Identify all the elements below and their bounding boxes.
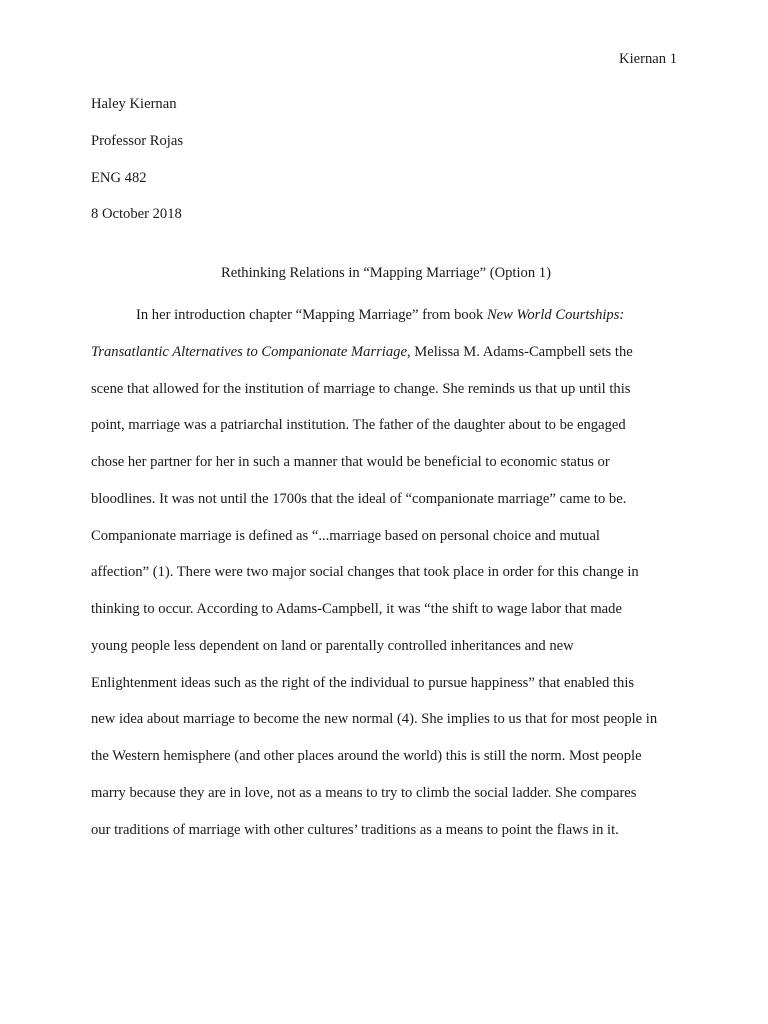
body-line: marry because they are in love, not as a means to try to climb the social ladder. She compares — [91, 784, 637, 801]
paper-date: 8 October 2018 — [91, 206, 182, 223]
body-line — [91, 342, 691, 379]
body-line — [91, 305, 691, 342]
body-line: point, marriage was a patriarchal institution. The father of the daughter about to be engaged — [91, 417, 626, 434]
author-name: Haley Kiernan — [91, 96, 177, 112]
body-line: scene that allowed for the institution of marriage to change. She reminds us that up until this — [91, 380, 631, 397]
body-line: bloodlines. It was not until the 1700s that the ideal of “companionate marriage” came to be. — [91, 490, 627, 507]
body-text-span: , Melissa M. Adams-Campbell sets the — [406, 343, 633, 360]
heading-block — [91, 94, 681, 241]
body-line: affection” (1). There were two major social changes that took place in order for this change in — [91, 564, 639, 581]
body-line: the Western hemisphere (and other places around the world) this is still the norm. Most people — [91, 748, 642, 764]
body-line: Companionate marriage is defined as “...marriage based on personal choice and mutual — [91, 527, 600, 544]
running-head: Kiernan 1 — [619, 51, 677, 67]
body-line: our traditions of marriage with other cultures’ traditions as a means to point the flaws in it. — [91, 821, 619, 838]
body-line: chose her partner for her in such a manner that would be beneficial to economic status or — [91, 454, 610, 470]
body-line: Enlightenment ideas such as the right of the individual to pursue happiness” that enabled this — [91, 674, 635, 691]
paper-title: Rethinking Relations in “Mapping Marriage” (Option 1) — [221, 265, 551, 281]
course-code: ENG 482 — [91, 169, 147, 186]
body-line: new idea about marriage to become the new normal (4). She implies to us that for most people in — [91, 711, 658, 728]
body-text-span: In her introduction chapter “Mapping Marriage” from book — [136, 307, 487, 323]
body-paragraph — [91, 305, 691, 856]
body-line: young people less dependent on land or parentally controlled inheritances and new — [91, 637, 574, 654]
book-title-part-1: New World Courtships: — [486, 307, 625, 323]
body-line: thinking to occur. According to Adams-Campbell, it was “the shift to wage labor that made — [91, 601, 622, 617]
book-title-part-2: Transatlantic Alternatives to Companionate Marriage — [91, 343, 407, 360]
professor-name: Professor Rojas — [91, 132, 184, 149]
